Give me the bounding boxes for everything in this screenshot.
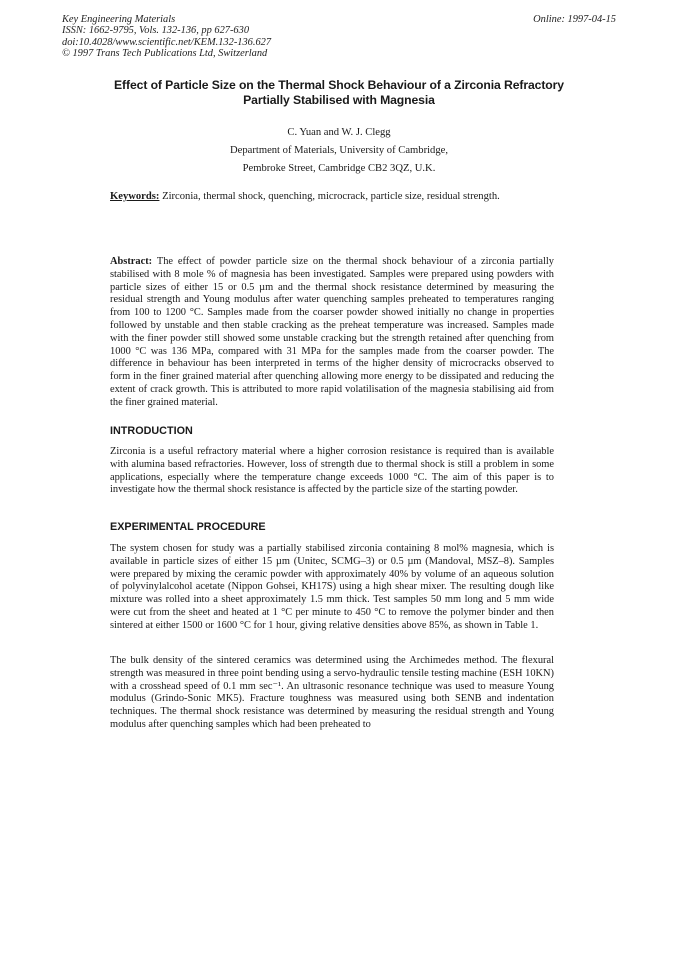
experimental-paragraph-1: The system chosen for study was a partially stabilised zirconia containing 8 mol% magnesia, which is available in particle sizes of either 15 µm (Unitec, SCMG–3) or 0.5 µm (Mandoval, MSZ–8). Samples were prepared by mixing the ceramic powder with approximately 40% by volume of an aqueous solution of polyvinylalcohol acetate (Nippon Gohsei, KH17S) using a high shear mixer. The resulting dough like mixture was rolled into a sheet approximately 1.5 mm thick. Test samples 50 mm long and 5 mm wide were cut from the sheet and heated at 1 °C per minute to 450 °C to remove the polymer binder and then sintered at either 1500 or 1600 °C for 1 hour, giving relative densities above 85%, as shown in Table 1.	[110, 543, 554, 631]
authors: C. Yuan and W. J. Clegg	[287, 127, 391, 138]
experimental-paragraph-2: The bulk density of the sintered ceramics was determined using the Archimedes method. The flexural strength was measured in three point bending using a servo-hydraulic tensile testing machine (ESH 10KN) with a crosshead speed of 0.1 mm sec⁻¹. An ultrasonic resonance technique was used to measure Young modulus (Grindo-Sonic MK5). Fracture toughness was measured using both SENB and indentation techniques. The thermal shock resistance was determined by measuring the residual strength and Young modulus after quenching samples which had been preheated to	[110, 655, 554, 730]
keywords-text: Zirconia, thermal shock, quenching, microcrack, particle size, residual strength.	[162, 191, 500, 202]
keywords	[110, 190, 580, 203]
abstract-label: Abstract:	[110, 256, 153, 267]
doi-line[interactable]: doi:10.4028/www.scientific.net/KEM.132-136.627	[62, 36, 272, 48]
affiliation-line-2: Pembroke Street, Cambridge CB2 3QZ, U.K.	[242, 163, 436, 174]
keywords-label: Keywords:	[110, 191, 160, 202]
journal-name: Key Engineering Materials	[62, 14, 176, 25]
introduction-text: Zirconia is a useful refractory material where a higher corrosion resistance is required than is available with alumina based refractories. However, loss of strength due to thermal shock is still a problem in some applications, especially where the temperature change exceeds 1000 °C. The aim of this paper is to investigate how the thermal shock resistance is affected by the particle size of the starting powder.	[110, 446, 554, 496]
paper-title: Effect of Particle Size on the Thermal Shock Behaviour of a Zirconia Refractory Partially Stabilised with Magnesia	[114, 78, 564, 107]
copyright-line: © 1997 Trans Tech Publications Ltd, Switzerland	[62, 48, 268, 60]
introduction-heading: INTRODUCTION	[110, 425, 193, 437]
abstract-text: The effect of powder particle size on the thermal shock behaviour of a zirconia partially stabilised with 8 mole % of magnesia has been investigated. Samples were prepared using powders with particle sizes of either 15 or 0.5 µm and the thermal shock resistance determined by measuring the residual strength and Young modulus after water quenching samples preheated to temperatures ranging from 100 to 1200 °C. Samples made from the coarser powder showed initially no change in properties followed by unstable and then stable cracking as the preheat temperature was increased. Samples made with the finer powder still showed some unstable cracking but the strength retained after quenching from 1000 °C was 136 MPa, compared with 31 MPa for the samples made from the coarser powder. The difference in behaviour has been interpreted in terms of the higher density of microcracks observed to form in the finer grained material after quenching allowing more energy to be dissipated and reducing the extent of crack growth. This is attributed to more rapid volatilisation of the magnesia stabilising aid from the finer grained material.	[110, 256, 554, 408]
journal-header	[62, 14, 271, 60]
issn-line: ISSN: 1662-9795, Vols. 132-136, pp 627-630	[62, 25, 250, 37]
affiliation-line-1: Department of Materials, University of Cambridge,	[230, 145, 448, 156]
abstract	[110, 256, 554, 410]
experimental-heading: EXPERIMENTAL PROCEDURE	[110, 521, 266, 533]
online-date: Online: 1997-04-15	[533, 14, 616, 25]
